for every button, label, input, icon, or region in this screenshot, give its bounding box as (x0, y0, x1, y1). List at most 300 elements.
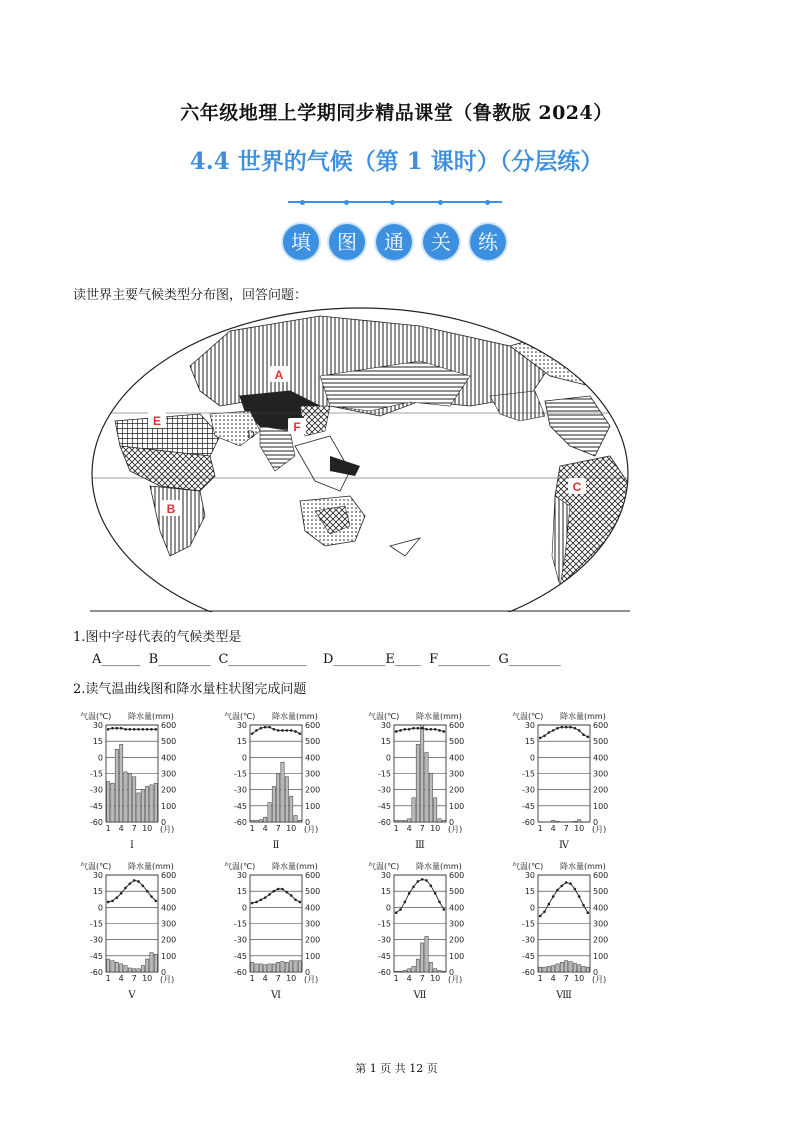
precip-tick-label: 300 (449, 919, 465, 929)
temp-tick-label: -30 (89, 785, 103, 795)
temp-point (443, 908, 446, 911)
banner-dot (485, 200, 490, 205)
temp-point (587, 736, 590, 739)
precip-tick-label: 200 (449, 935, 465, 945)
precip-bar (272, 964, 275, 972)
temp-tick-label: 0 (385, 753, 391, 763)
temp-tick-label: 30 (92, 871, 103, 880)
map-label-E (148, 412, 166, 428)
precip-tick-label: 0 (305, 818, 311, 827)
temp-point (587, 911, 590, 914)
precip-tick-label: 0 (161, 818, 167, 827)
chart-numeral: Ⅳ (559, 840, 569, 851)
precip-bar (133, 969, 136, 972)
month-unit-label: (月) (448, 825, 463, 834)
precip-bar (115, 962, 118, 972)
temp-point (543, 910, 546, 913)
temp-point (425, 728, 428, 731)
temp-line (396, 728, 444, 731)
svg-text:D: D (246, 430, 256, 441)
temp-point (142, 728, 145, 731)
month-tick-label: 1 (105, 974, 111, 983)
precip-tick-label: 300 (305, 919, 321, 929)
precip-bar (141, 966, 144, 972)
precip-bar (137, 969, 140, 972)
month-tick-label: 4 (262, 824, 268, 833)
temp-point (268, 726, 271, 729)
precip-tick-label: 0 (449, 818, 455, 827)
temp-point (421, 878, 424, 881)
banner-dot (344, 200, 349, 205)
temp-point (299, 901, 302, 904)
precip-tick-label: 100 (593, 951, 609, 961)
month-tick-label: 7 (275, 824, 281, 833)
precip-bar (150, 785, 153, 822)
temp-point (565, 881, 568, 884)
temp-point (574, 727, 577, 730)
month-tick-label: 1 (393, 974, 399, 983)
month-unit-label: (月) (448, 975, 463, 984)
precip-bar (429, 774, 432, 823)
temp-point (116, 896, 119, 899)
temp-point (543, 734, 546, 737)
lesson-title: 4.4 世界的气候（第 1 课时）（分层练） (189, 148, 604, 175)
temp-tick-label: 15 (380, 887, 391, 897)
temp-point (133, 728, 136, 731)
climate-chart-6 (222, 857, 382, 1002)
month-tick-label: 4 (550, 824, 556, 833)
temp-tick-label: 30 (380, 871, 391, 880)
temp-point (299, 732, 302, 735)
temp-point (539, 737, 542, 740)
precip-tick-label: 600 (449, 721, 465, 730)
temp-point (129, 728, 132, 731)
temp-axis-label: 气温(℃) (368, 862, 400, 871)
precip-bar (438, 970, 441, 972)
precip-tick-label: 300 (593, 919, 609, 929)
temp-point (438, 901, 441, 904)
precip-bar (586, 967, 589, 972)
temp-point (399, 729, 402, 732)
precip-tick-label: 500 (593, 887, 609, 897)
precip-axis-label: 降水量(mm) (128, 712, 174, 721)
temp-tick-label: -15 (89, 919, 103, 929)
temp-point (264, 896, 267, 899)
temp-point (294, 898, 297, 901)
precip-bar (416, 744, 419, 822)
temp-point (434, 728, 437, 731)
climate-chart-svg (366, 707, 526, 852)
precip-bar (137, 793, 140, 822)
precip-bar (154, 783, 157, 822)
temp-point (395, 730, 398, 733)
climate-chart-1 (78, 707, 238, 852)
temp-axis-label: 气温(℃) (512, 862, 544, 871)
temp-point (150, 728, 153, 731)
precip-tick-label: 400 (449, 753, 465, 763)
temp-point (129, 882, 132, 885)
map-label-B (162, 500, 180, 516)
precip-bar (573, 963, 576, 972)
temp-line (540, 883, 588, 916)
precip-tick-label: 0 (593, 818, 599, 827)
climate-chart-5 (78, 857, 238, 1002)
temp-point (116, 727, 119, 730)
precip-tick-label: 300 (593, 769, 609, 779)
temp-point (155, 728, 158, 731)
precip-bar (438, 819, 441, 822)
temp-tick-label: 30 (524, 721, 535, 730)
temp-tick-label: -45 (233, 951, 247, 961)
temp-tick-label: 15 (236, 887, 247, 897)
precip-bar (442, 971, 445, 972)
temp-point (539, 915, 542, 918)
temp-point (107, 901, 110, 904)
temp-point (552, 729, 555, 732)
precip-tick-label: 300 (449, 769, 465, 779)
precip-tick-label: 600 (593, 871, 609, 880)
precip-tick-label: 400 (161, 903, 177, 913)
temp-point (404, 728, 407, 731)
temp-point (273, 728, 276, 731)
precip-bar (399, 820, 402, 822)
question-1-blanks: A______ B________ C____________ D________E____ F________ G________ (92, 652, 561, 667)
temp-tick-label: -60 (377, 818, 391, 827)
temp-point (273, 890, 276, 893)
precip-tick-label: 400 (449, 903, 465, 913)
banner-char: 通 (376, 224, 412, 260)
precip-bar (408, 819, 411, 822)
precip-tick-label: 100 (305, 951, 321, 961)
temp-point (111, 900, 114, 903)
temp-tick-label: -60 (521, 818, 535, 827)
chart-numeral: Ⅰ (130, 840, 134, 851)
month-tick-label: 1 (249, 824, 255, 833)
temp-tick-label: -45 (377, 951, 391, 961)
temp-point (260, 727, 263, 730)
temp-point (582, 733, 585, 736)
precip-bar (408, 969, 411, 972)
precip-tick-label: 600 (161, 871, 177, 880)
banner-dot (300, 200, 305, 205)
precip-bar (298, 961, 301, 972)
climate-chart-3 (366, 707, 526, 852)
temp-point (277, 729, 280, 732)
temp-tick-label: 30 (236, 721, 247, 730)
precip-bar (578, 820, 581, 822)
temp-axis-label: 气温(℃) (512, 712, 544, 721)
temp-tick-label: -30 (521, 785, 535, 795)
precip-tick-label: 100 (161, 951, 177, 961)
temp-point (264, 726, 267, 729)
temp-tick-label: -30 (521, 935, 535, 945)
precip-bar (259, 964, 262, 972)
header-title: 六年级地理上学期同步精品课堂（鲁教版 2024） (180, 102, 613, 124)
svg-text:F: F (293, 420, 301, 434)
precip-bar (569, 961, 572, 972)
precip-tick-label: 100 (161, 801, 177, 811)
temp-point (574, 888, 577, 891)
month-tick-label: 10 (142, 974, 153, 983)
precip-bar (560, 962, 563, 972)
month-tick-label: 1 (393, 824, 399, 833)
month-unit-label: (月) (592, 825, 607, 834)
precip-bar (268, 803, 271, 822)
precip-bar (281, 961, 284, 972)
temp-axis-label: 气温(℃) (224, 712, 256, 721)
month-tick-label: 10 (142, 824, 153, 833)
precip-bar (264, 817, 267, 822)
month-tick-label: 4 (262, 974, 268, 983)
temp-tick-label: -15 (521, 919, 535, 929)
month-tick-label: 1 (249, 974, 255, 983)
precip-tick-label: 600 (593, 721, 609, 730)
temp-point (277, 888, 280, 891)
temp-tick-label: 15 (92, 737, 103, 747)
banner-char: 关 (423, 224, 459, 260)
temp-tick-label: -30 (89, 935, 103, 945)
climate-chart-svg (78, 707, 238, 852)
section-banner (280, 194, 510, 264)
temp-point (281, 888, 284, 891)
chart-numeral: Ⅲ (415, 840, 425, 851)
month-tick-label: 10 (574, 974, 585, 983)
month-tick-label: 1 (537, 824, 543, 833)
precip-bar (285, 777, 288, 822)
precip-bar (395, 971, 398, 972)
temp-tick-label: 15 (524, 887, 535, 897)
banner-dot (390, 200, 395, 205)
climate-chart-svg (78, 857, 238, 1002)
precip-tick-label: 0 (449, 968, 455, 977)
precip-bar (107, 782, 110, 822)
temp-point (142, 884, 145, 887)
temp-point (556, 727, 559, 730)
month-tick-label: 7 (131, 824, 137, 833)
temp-tick-label: -60 (377, 968, 391, 977)
temp-point (548, 731, 551, 734)
precip-tick-label: 400 (593, 753, 609, 763)
precip-tick-label: 0 (593, 968, 599, 977)
precip-bar (128, 968, 131, 972)
temp-line (252, 727, 300, 733)
precip-bar (399, 971, 402, 972)
precip-bar (251, 820, 254, 822)
temp-point (120, 727, 123, 730)
chart-numeral: Ⅱ (272, 840, 280, 851)
month-tick-label: 1 (105, 824, 111, 833)
temp-tick-label: 15 (524, 737, 535, 747)
temp-tick-label: 0 (97, 753, 103, 763)
month-tick-label: 7 (131, 974, 137, 983)
temp-axis-label: 气温(℃) (80, 862, 112, 871)
precip-tick-label: 300 (305, 769, 321, 779)
precip-bar (128, 774, 131, 823)
question-2: 2.读气温曲线图和降水量柱状图完成问题 (73, 682, 307, 697)
banner-char: 练 (470, 224, 506, 260)
temp-point (417, 880, 420, 883)
temp-point (561, 884, 564, 887)
temp-point (137, 880, 140, 883)
precip-bar (251, 962, 254, 972)
precip-axis-label: 降水量(mm) (560, 862, 606, 871)
temp-point (548, 903, 551, 906)
precip-tick-label: 400 (305, 753, 321, 763)
temp-point (155, 900, 158, 903)
precip-tick-label: 500 (593, 737, 609, 747)
chart-numeral: Ⅵ (270, 990, 282, 1001)
month-tick-label: 7 (419, 824, 425, 833)
precip-bar (425, 752, 428, 822)
precip-tick-label: 100 (449, 801, 465, 811)
precip-axis-label: 降水量(mm) (560, 712, 606, 721)
precip-bar (573, 821, 576, 822)
temp-point (294, 730, 297, 733)
world-climate-map (90, 306, 630, 612)
precip-tick-label: 200 (305, 785, 321, 795)
temp-tick-label: -45 (521, 951, 535, 961)
precip-tick-label: 600 (449, 871, 465, 880)
climate-chart-svg (510, 707, 670, 852)
temp-tick-label: 0 (529, 753, 535, 763)
precip-axis-label: 降水量(mm) (272, 862, 318, 871)
precip-tick-label: 0 (161, 968, 167, 977)
temp-tick-label: -45 (233, 801, 247, 811)
precip-bar (421, 725, 424, 822)
climate-chart-4 (510, 707, 670, 852)
temp-point (578, 729, 581, 732)
temp-point (120, 892, 123, 895)
precip-bar (120, 964, 123, 972)
month-tick-label: 4 (550, 974, 556, 983)
precip-bar (582, 966, 585, 972)
precip-tick-label: 200 (593, 935, 609, 945)
temp-axis-label: 气温(℃) (224, 862, 256, 871)
precip-axis-label: 降水量(mm) (416, 712, 462, 721)
precip-tick-label: 500 (305, 737, 321, 747)
precip-bar (403, 820, 406, 822)
precip-bar (255, 964, 258, 972)
temp-tick-label: -60 (521, 968, 535, 977)
precip-bar (298, 820, 301, 822)
temp-point (124, 728, 127, 731)
temp-tick-label: -45 (89, 801, 103, 811)
temp-tick-label: -15 (521, 769, 535, 779)
precip-tick-label: 400 (161, 753, 177, 763)
precip-tick-label: 500 (449, 887, 465, 897)
precip-bar (556, 821, 559, 822)
map-label-D (247, 430, 255, 441)
month-tick-label: 4 (118, 824, 124, 833)
temp-point (286, 891, 289, 894)
banner-char: 图 (329, 224, 365, 260)
month-tick-label: 7 (275, 974, 281, 983)
month-tick-label: 7 (563, 974, 569, 983)
temp-point (251, 902, 254, 905)
climate-chart-svg (222, 707, 382, 852)
temp-point (408, 892, 411, 895)
precip-tick-label: 200 (449, 785, 465, 795)
temp-point (443, 730, 446, 733)
temp-point (412, 886, 415, 889)
temp-point (137, 728, 140, 731)
chart-numeral: Ⅴ (128, 990, 136, 1001)
precip-bar (539, 967, 542, 972)
climate-chart-8 (510, 857, 670, 1002)
precip-bar (421, 943, 424, 972)
precip-tick-label: 600 (161, 721, 177, 730)
precip-bar (277, 774, 280, 823)
temp-point (111, 727, 114, 730)
temp-tick-label: -45 (521, 801, 535, 811)
precip-tick-label: 0 (305, 968, 311, 977)
precip-tick-label: 300 (161, 769, 177, 779)
precip-bar (111, 783, 114, 822)
temp-tick-label: 15 (92, 887, 103, 897)
temp-point (150, 895, 153, 898)
temp-point (255, 729, 258, 732)
precip-tick-label: 100 (593, 801, 609, 811)
temp-point (552, 895, 555, 898)
temp-tick-label: 30 (524, 871, 535, 880)
precip-tick-label: 500 (449, 737, 465, 747)
precip-bar (124, 966, 127, 972)
map-label-F (288, 418, 306, 434)
precip-tick-label: 200 (161, 935, 177, 945)
temp-point (569, 882, 572, 885)
svg-text:B: B (166, 502, 176, 516)
precip-bar (442, 820, 445, 822)
intro-text: 读世界主要气候类型分布图，回答问题： (73, 288, 308, 303)
temp-point (425, 879, 428, 882)
precip-bar (255, 820, 258, 822)
temp-point (430, 884, 433, 887)
temp-line (396, 879, 444, 912)
temp-point (556, 889, 559, 892)
temp-point (146, 728, 149, 731)
temp-point (569, 726, 572, 729)
precip-tick-label: 600 (305, 721, 321, 730)
temp-tick-label: -45 (377, 801, 391, 811)
precip-bar (294, 816, 297, 822)
temp-point (434, 892, 437, 895)
temp-point (290, 894, 293, 897)
month-tick-label: 7 (563, 824, 569, 833)
precip-tick-label: 600 (305, 871, 321, 880)
month-tick-label: 10 (430, 974, 441, 983)
temp-tick-label: -15 (377, 919, 391, 929)
temp-point (412, 727, 415, 730)
precip-bar (120, 744, 123, 822)
temp-tick-label: -45 (89, 951, 103, 961)
precip-bar (578, 965, 581, 972)
precip-bar (290, 961, 293, 972)
temp-tick-label: -30 (233, 785, 247, 795)
climate-chart-svg (510, 857, 670, 1002)
temp-tick-label: 30 (92, 721, 103, 730)
month-unit-label: (月) (304, 975, 319, 984)
precip-bar (565, 961, 568, 972)
map-label-C (568, 478, 586, 494)
temp-tick-label: 0 (241, 903, 247, 913)
precip-bar (434, 969, 437, 972)
precip-tick-label: 400 (593, 903, 609, 913)
precip-tick-label: 200 (305, 935, 321, 945)
precip-bar (552, 820, 555, 822)
temp-tick-label: -60 (233, 968, 247, 977)
precip-bar (547, 966, 550, 972)
temp-tick-label: -30 (233, 935, 247, 945)
